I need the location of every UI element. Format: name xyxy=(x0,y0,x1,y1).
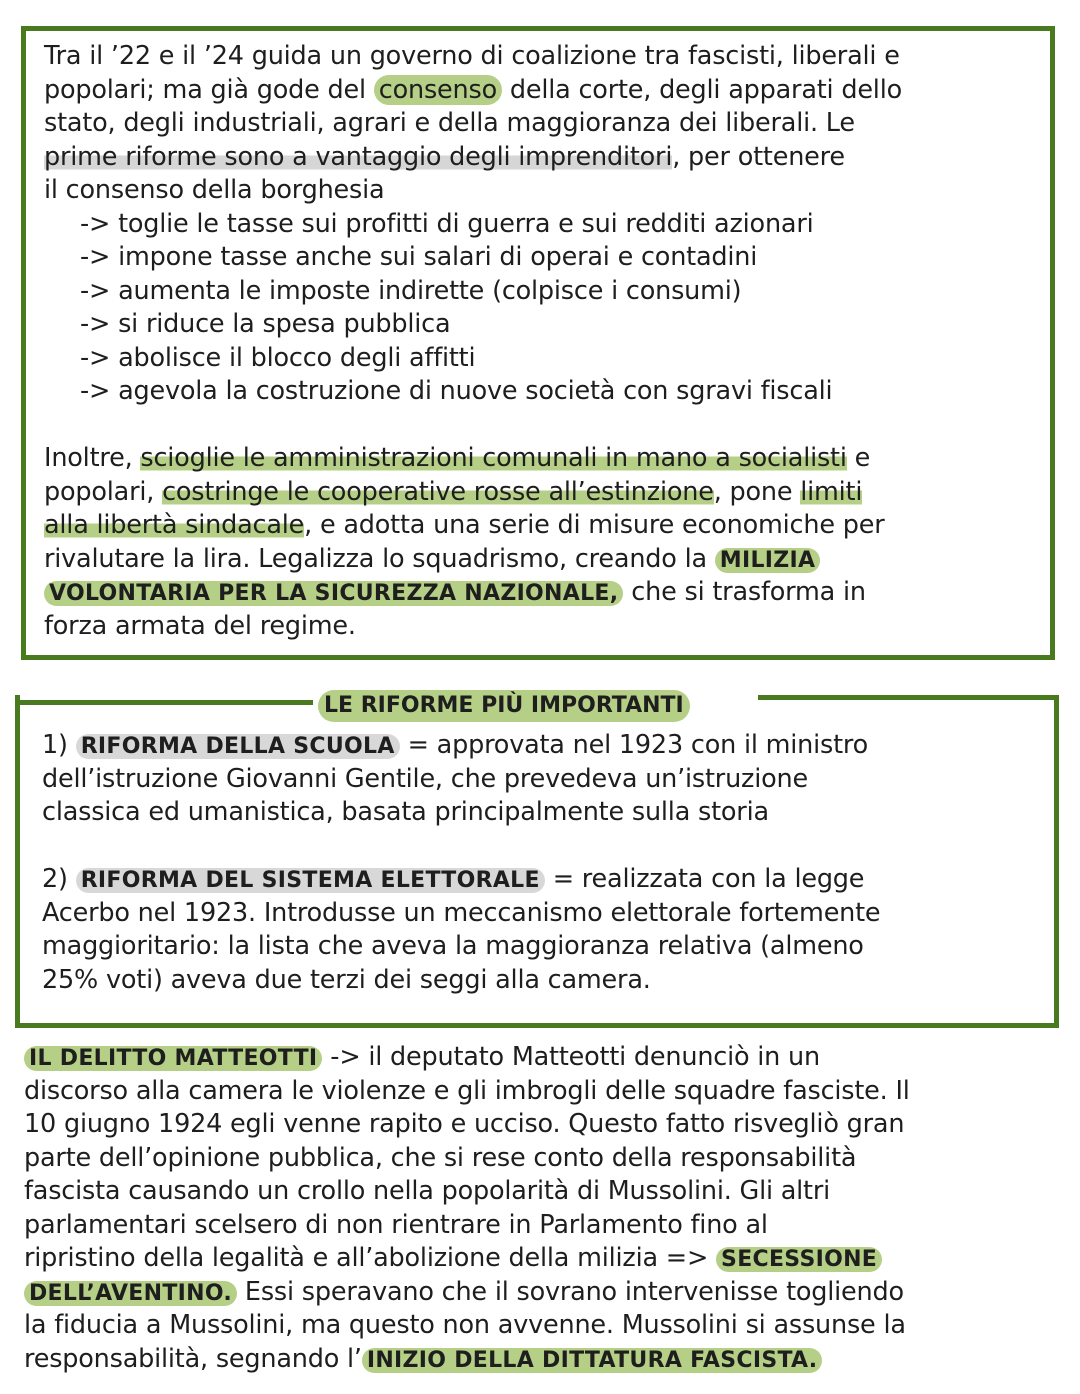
highlight-riforma-scuola: RIFORMA DELLA SCUOLA xyxy=(76,734,400,759)
bullet-item: -> si riduce la spesa pubblica xyxy=(80,309,451,339)
highlight-dittatura: INIZIO DELLA DITTATURA FASCISTA. xyxy=(362,1348,823,1373)
text-line: popolari; ma già gode del consenso della corte, degli apparati dello xyxy=(44,74,902,105)
text-line: VOLONTARIA PER LA SICUREZZA NAZIONALE, che si trasforma in xyxy=(44,576,902,610)
text-line: parte dell’opinione pubblica, che si rese conto della responsabilità xyxy=(24,1142,857,1173)
text-line: Tra il ’22 e il ’24 guida un governo di coalizione tra fascisti, liberali e xyxy=(44,41,900,71)
text-line: 2) RIFORMA DEL SISTEMA ELETTORALE = realizzata con la legge xyxy=(42,864,865,894)
text-line: il consenso della borghesia xyxy=(44,175,385,205)
reforms-text xyxy=(42,729,880,997)
text-line: fascista causando un crollo nella popolarità di Mussolini. Gli altri xyxy=(24,1176,831,1206)
highlight-liberta-sindacale: alla libertà sindacale xyxy=(44,510,305,540)
text-line: alla libertà sindacale, e adotta una serie di misure economiche per xyxy=(44,510,885,540)
bullet-item: -> impone tasse anche sui salari di operai e contadini xyxy=(80,242,758,272)
text-line: stato, degli industriali, agrari e della maggioranza dei liberali. Le xyxy=(44,108,855,138)
text-line: 25% voti) aveva due terzi dei seggi alla camera. xyxy=(42,964,651,995)
text-line: dell’istruzione Giovanni Gentile, che prevedeva un’istruzione xyxy=(42,763,808,794)
bullet-item: -> abolisce il blocco degli affitti xyxy=(80,342,476,373)
text-line: DELL’AVENTINO. Essi speravano che il sovrano intervenisse togliendo xyxy=(24,1276,910,1310)
bullet-item: -> toglie le tasse sui profitti di guerra e sui redditi azionari xyxy=(80,208,814,239)
text-line: parlamentari scelsero di non rientrare in Parlamento fino al xyxy=(24,1209,768,1240)
text-line: ripristino della legalità e all’abolizione della milizia => SECESSIONE xyxy=(24,1242,910,1276)
text-line: maggioritario: la lista che aveva la maggioranza relativa (almeno xyxy=(42,931,864,961)
highlight-limiti: limiti xyxy=(800,476,863,507)
highlight-secessione: SECESSIONE xyxy=(716,1247,882,1272)
highlight-consenso: consenso xyxy=(374,75,502,105)
highlight-cooperative: costringe le cooperative rosse all’estinzione xyxy=(162,476,714,507)
text-line: responsabilità, segnando l’ INIZIO DELLA DITTATURA FASCISTA. xyxy=(24,1343,910,1377)
box-border-segment xyxy=(758,695,1059,700)
matteotti-text xyxy=(24,1041,910,1376)
highlight-riforma-elettorale: RIFORMA DEL SISTEMA ELETTORALE xyxy=(76,868,545,893)
text-line: IL DELITTO MATTEOTTI -> il deputato Matteotti denunciò in un xyxy=(24,1041,910,1075)
highlight-prime-riforme: prime riforme sono a vantaggio degli imprenditori xyxy=(44,141,673,172)
highlight-delitto-matteotti: IL DELITTO MATTEOTTI xyxy=(24,1046,322,1071)
highlight-aventino: DELL’AVENTINO. xyxy=(24,1281,237,1306)
bullet-item: -> aumenta le imposte indirette (colpisce i consumi) xyxy=(80,275,742,306)
highlight-milizia: MILIZIA xyxy=(715,548,821,573)
highlight-scioglie: scioglie le amministrazioni comunali in mano a socialisti xyxy=(140,443,847,473)
reforms-title: LE RIFORME PIÙ IMPORTANTI xyxy=(318,690,690,722)
text-line: Inoltre, scioglie le amministrazioni comunali in mano a socialisti e xyxy=(44,443,871,473)
text-line: 10 giugno 1924 egli venne rapito e ucciso. Questo fatto risvegliò gran xyxy=(24,1109,905,1139)
intro-text xyxy=(44,40,902,643)
text-line: Acerbo nel 1923. Introdusse un meccanismo elettorale fortemente xyxy=(42,897,881,928)
text-line: la fiducia a Mussolini, ma questo non avvenne. Mussolini si assunse la xyxy=(24,1310,906,1340)
text-line: popolari, costringe le cooperative rosse all’estinzione, pone limiti xyxy=(44,476,863,507)
text-line: discorso alla camera le violenze e gli imbrogli delle squadre fasciste. Il xyxy=(24,1075,910,1106)
text-line: prime riforme sono a vantaggio degli imprenditori, per ottenere xyxy=(44,141,845,172)
text-line: 1) RIFORMA DELLA SCUOLA = approvata nel 1923 con il ministro xyxy=(42,730,869,760)
box-border-segment xyxy=(15,700,313,705)
text-line: rivalutare la lira. Legalizza lo squadrismo, creando la MILIZIA xyxy=(44,543,902,577)
highlight-milizia-volontaria: VOLONTARIA PER LA SICUREZZA NAZIONALE, xyxy=(44,581,623,606)
text-line: classica ed umanistica, basata principalmente sulla storia xyxy=(42,797,769,827)
text-line: forza armata del regime. xyxy=(44,610,356,641)
bullet-item: -> agevola la costruzione di nuove società con sgravi fiscali xyxy=(80,376,833,406)
